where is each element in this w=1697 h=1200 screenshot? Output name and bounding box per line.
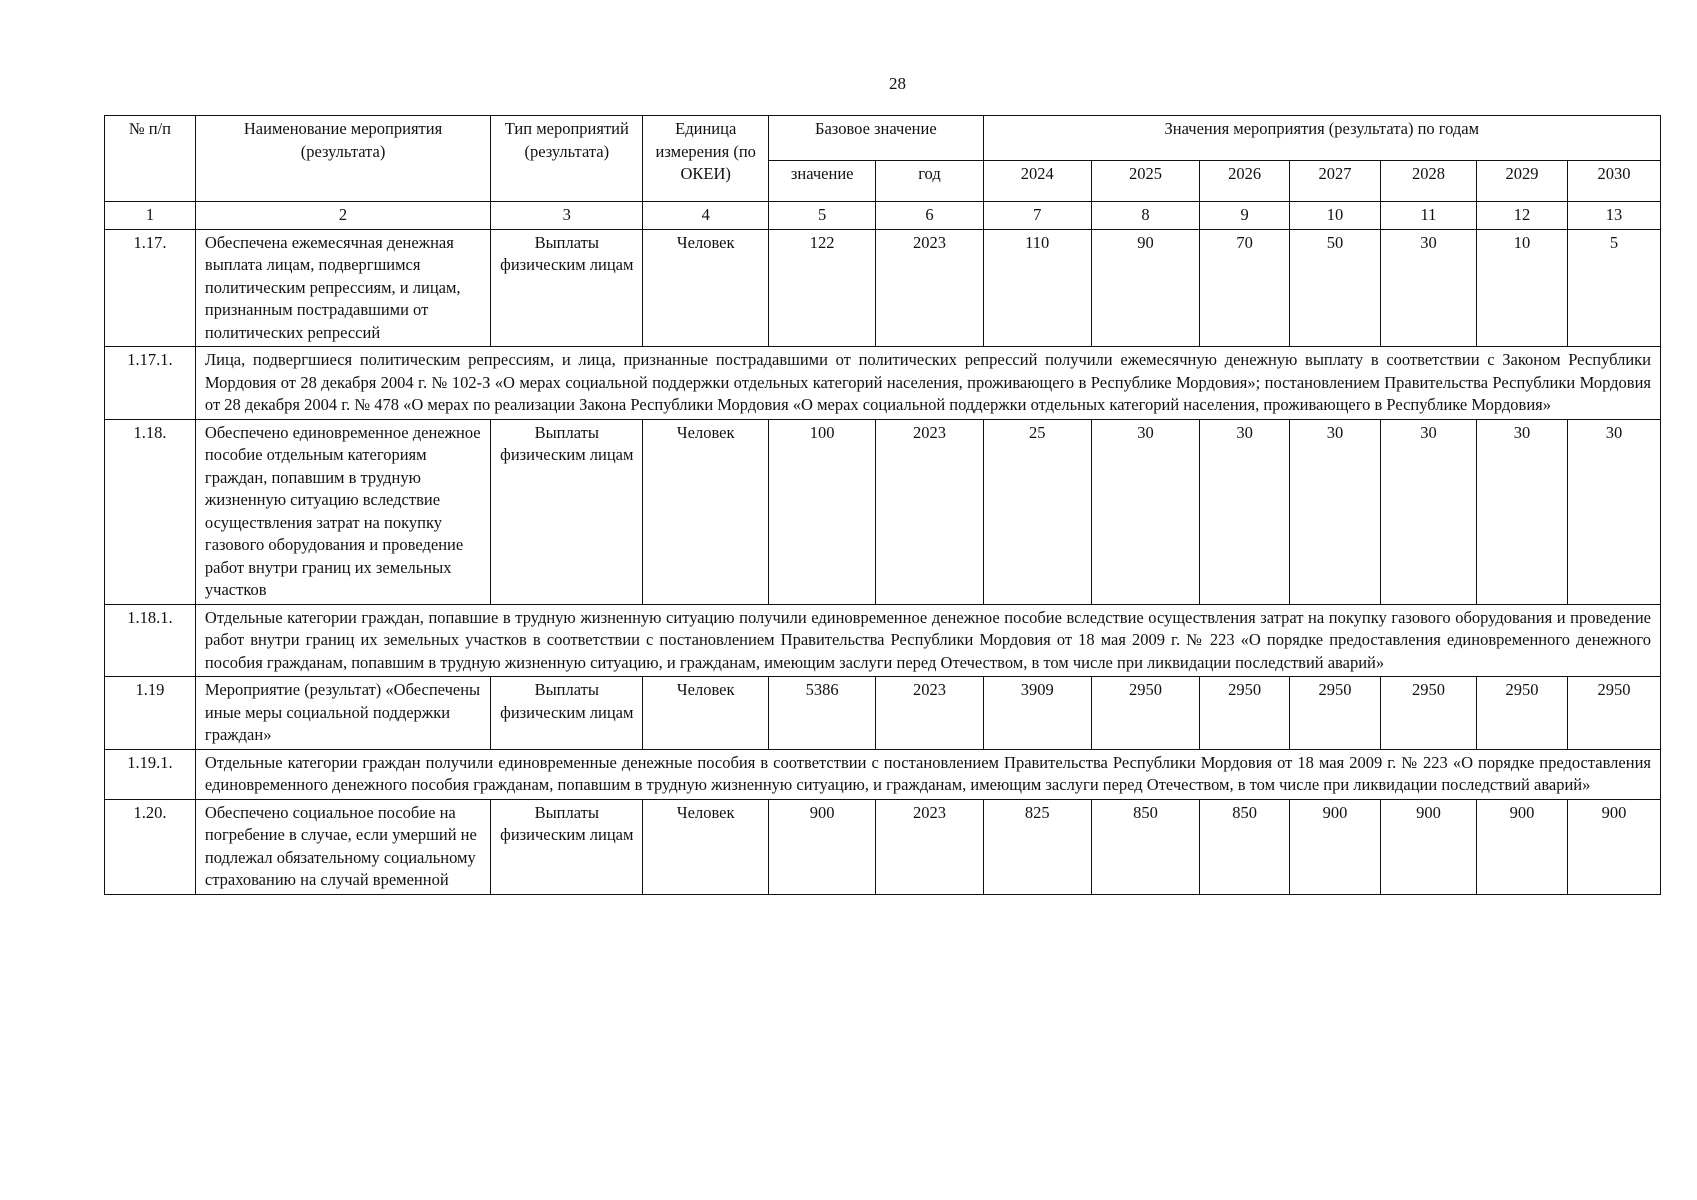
row-name: Мероприятие (результат) «Обеспечены иные меры социальной поддержки граждан» — [195, 677, 490, 750]
note-row — [105, 749, 1661, 799]
row-year-value: 900 — [1380, 799, 1476, 894]
row-base-year: 2023 — [876, 677, 983, 750]
table-row — [105, 419, 1661, 604]
row-year-value: 2950 — [1290, 677, 1381, 750]
row-year-value: 2950 — [1200, 677, 1290, 750]
header-unit: Единица измерения (по ОКЕИ) — [643, 116, 769, 202]
header-type: Тип мероприятий (результата) — [491, 116, 643, 202]
header-year: 2029 — [1477, 161, 1568, 202]
column-number: 1 — [105, 202, 196, 230]
row-num: 1.20. — [105, 799, 196, 894]
row-year-value: 2950 — [1091, 677, 1199, 750]
row-year-value: 5 — [1567, 229, 1660, 347]
row-name: Обеспечено единовременное денежное пособие отдельным категориям граждан, попавшим в трудную жизненную ситуацию вследствие осуществления затрат на покупку газового оборудования и проведение работ внутри границ их земельных участков — [195, 419, 490, 604]
table-row — [105, 229, 1661, 347]
row-type: Выплаты физическим лицам — [491, 419, 643, 604]
column-number: 2 — [195, 202, 490, 230]
row-year-value: 30 — [1477, 419, 1568, 604]
note-text: Лица, подвергшиеся политическим репрессиям, и лица, признанные пострадавшими от политических репрессий получили ежемесячную денежную выплату в соответствии с Законом Республики Мордовия от 28 декабря 2004 г. № 102-З «О мерах социальной поддержки отдельных категорий населения, проживающего в Республике Мордовия»; постановлением Правительства Республики Мордовия от 28 декабря 2004 г. № 478 «О мерах по реализации Закона Республики Мордовия «О мерах социальной поддержки отдельных категорий населения, проживающего в Республике Мордовия» — [195, 347, 1660, 420]
row-base-year: 2023 — [876, 419, 983, 604]
row-year-value: 825 — [983, 799, 1091, 894]
row-year-value: 110 — [983, 229, 1091, 347]
column-number: 8 — [1091, 202, 1199, 230]
row-type: Выплаты физическим лицам — [491, 677, 643, 750]
note-row — [105, 604, 1661, 677]
row-year-value: 30 — [1567, 419, 1660, 604]
header-row — [105, 116, 1661, 161]
row-type: Выплаты физическим лицам — [491, 229, 643, 347]
row-year-value: 900 — [1477, 799, 1568, 894]
row-type: Выплаты физическим лицам — [491, 799, 643, 894]
row-year-value: 2950 — [1477, 677, 1568, 750]
row-year-value: 850 — [1200, 799, 1290, 894]
row-base-year: 2023 — [876, 799, 983, 894]
row-base-value: 5386 — [769, 677, 876, 750]
header-year: 2030 — [1567, 161, 1660, 202]
note-row — [105, 347, 1661, 420]
column-numbers-row — [105, 202, 1661, 230]
column-number: 5 — [769, 202, 876, 230]
column-number: 13 — [1567, 202, 1660, 230]
page-number: 28 — [889, 74, 906, 93]
row-year-value: 10 — [1477, 229, 1568, 347]
column-number: 12 — [1477, 202, 1568, 230]
row-year-value: 70 — [1200, 229, 1290, 347]
row-year-value: 30 — [1380, 229, 1476, 347]
row-num: 1.17. — [105, 229, 196, 347]
header-year: 2026 — [1200, 161, 1290, 202]
row-name: Обеспечено социальное пособие на погребение в случае, если умерший не подлежал обязательному социальному страхованию на случай временной — [195, 799, 490, 894]
header-base-value: значение — [769, 161, 876, 202]
note-text: Отдельные категории граждан получили единовременные денежные пособия в соответствии с постановлением Правительства Республики Мордовия от 18 мая 2009 г. № 223 «О порядке предоставления единовременного денежного пособия гражданам, попавшим в трудную жизненную ситуацию, и гражданам, имеющим заслуги перед Отечеством, в том числе при ликвидации последствий аварий» — [195, 749, 1660, 799]
row-name: Обеспечена ежемесячная денежная выплата лицам, подвергшимся политическим репрессиям, и лицам, признанным пострадавшими от политических репрессий — [195, 229, 490, 347]
row-base-value: 100 — [769, 419, 876, 604]
row-year-value: 900 — [1567, 799, 1660, 894]
row-num: 1.19 — [105, 677, 196, 750]
table-row — [105, 799, 1661, 894]
header-base: Базовое значение — [769, 116, 984, 161]
header-year: 2025 — [1091, 161, 1199, 202]
column-number: 9 — [1200, 202, 1290, 230]
column-number: 10 — [1290, 202, 1381, 230]
row-year-value: 30 — [1380, 419, 1476, 604]
table-row — [105, 677, 1661, 750]
row-num: 1.18. — [105, 419, 196, 604]
row-year-value: 900 — [1290, 799, 1381, 894]
row-year-value: 2950 — [1567, 677, 1660, 750]
column-number: 6 — [876, 202, 983, 230]
row-unit: Человек — [643, 419, 769, 604]
column-number: 7 — [983, 202, 1091, 230]
header-num: № п/п — [105, 116, 196, 202]
header-name: Наименование мероприятия (результата) — [195, 116, 490, 202]
header-years-group: Значения мероприятия (результата) по годам — [983, 116, 1660, 161]
note-num: 1.19.1. — [105, 749, 196, 799]
note-text: Отдельные категории граждан, попавшие в трудную жизненную ситуацию получили единовременное денежное пособие вследствие осуществления затрат на покупку газового оборудования и проведение работ внутри границ их земельных участков в соответствии с постановлением Правительства Республики Мордовия от 18 мая 2009 г. № 223 «О порядке предоставления единовременного денежного пособия гражданам, попавшим в трудную жизненную ситуацию, и гражданам, имеющим заслуги перед Отечеством, в том числе при ликвидации последствий аварий» — [195, 604, 1660, 677]
header-year: 2027 — [1290, 161, 1381, 202]
results-table — [104, 115, 1661, 895]
row-year-value: 850 — [1091, 799, 1199, 894]
row-base-value: 122 — [769, 229, 876, 347]
header-year: 2024 — [983, 161, 1091, 202]
note-num: 1.18.1. — [105, 604, 196, 677]
row-year-value: 90 — [1091, 229, 1199, 347]
column-number: 11 — [1380, 202, 1476, 230]
row-year-value: 25 — [983, 419, 1091, 604]
column-number: 4 — [643, 202, 769, 230]
row-year-value: 30 — [1290, 419, 1381, 604]
row-year-value: 30 — [1200, 419, 1290, 604]
row-year-value: 3909 — [983, 677, 1091, 750]
header-base-year: год — [876, 161, 983, 202]
row-unit: Человек — [643, 799, 769, 894]
row-unit: Человек — [643, 677, 769, 750]
row-unit: Человек — [643, 229, 769, 347]
row-year-value: 30 — [1091, 419, 1199, 604]
column-number: 3 — [491, 202, 643, 230]
header-year: 2028 — [1380, 161, 1476, 202]
row-year-value: 50 — [1290, 229, 1381, 347]
row-base-year: 2023 — [876, 229, 983, 347]
row-base-value: 900 — [769, 799, 876, 894]
note-num: 1.17.1. — [105, 347, 196, 420]
row-year-value: 2950 — [1380, 677, 1476, 750]
